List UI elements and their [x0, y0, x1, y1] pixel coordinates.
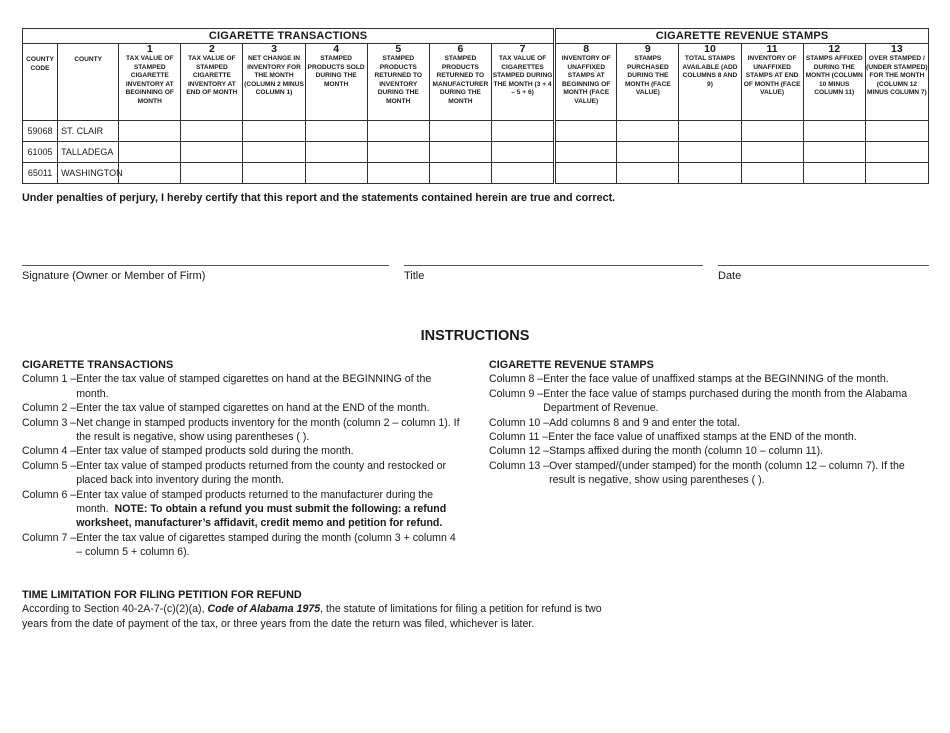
cigarette-report-table — [22, 28, 929, 184]
column-7-header — [491, 44, 554, 121]
time-limitation-text-start: According to Section 40-2A-7-(c)(2)(a), — [22, 603, 208, 616]
column-number: 7 — [519, 43, 526, 55]
entry-cell-col-3[interactable] — [243, 121, 305, 142]
section-header-stamps: CIGARETTE REVENUE STAMPS — [555, 29, 929, 44]
list-item — [22, 531, 462, 560]
column-number: 11 — [766, 43, 778, 55]
refund-note: NOTE: To obtain a refund you must submit the following: a refund worksheet, manufacturer’s affidavit, credit memo and petition for refund. — [76, 503, 447, 530]
time-limitation-section — [22, 588, 622, 631]
entry-cell-col-13[interactable] — [865, 142, 928, 163]
item-label: Column 12 – — [489, 445, 550, 458]
signature-label: Signature (Owner or Member of Firm) — [22, 270, 206, 282]
column-number: 6 — [457, 43, 464, 55]
entry-cell-col-11[interactable] — [741, 121, 803, 142]
column-description: TAX VALUE OF STAMPED CIGARETTE INVENTORY AT END OF MONTH — [186, 55, 238, 97]
entry-cell-col-8[interactable] — [555, 121, 617, 142]
item-label: Column 11 – — [489, 431, 549, 444]
item-text: Over stamped/(under stamped) for the month (column 12 – column 7). If the result is negative, show using parentheses ( ). — [549, 459, 905, 487]
column-description: NET CHANGE IN INVENTORY FOR THE MONTH (COLUMN 2 MINUS COLUMN 1) — [244, 55, 304, 97]
column-3-header — [243, 44, 305, 121]
column-description: TAX VALUE OF STAMPED CIGARETTE INVENTORY AT BEGINNING OF MONTH — [125, 55, 174, 105]
entry-cell-col-13[interactable] — [865, 163, 928, 184]
entry-cell-col-6[interactable] — [429, 142, 491, 163]
item-text: Net change in stamped products inventory for the month (column 2 – column 1). If the result is negative, show using parentheses ( ). — [76, 416, 460, 444]
stamps-instructions — [489, 358, 929, 488]
table-row — [23, 163, 929, 184]
entry-cell-col-5[interactable] — [367, 163, 429, 184]
item-text: Enter the tax value of stamped cigarettes on hand at the END of the month. — [76, 402, 430, 415]
column-5-header — [367, 44, 429, 121]
item-label: Column 6 – — [22, 488, 77, 501]
column-description: STAMPED PRODUCTS RETURNED TO MANUFACTURER DURING THE MONTH — [432, 55, 489, 105]
table-row — [23, 142, 929, 163]
list-item — [489, 387, 929, 416]
item-label: Column 5 – — [22, 459, 77, 472]
column-number: 1 — [146, 43, 153, 55]
column-description: INVENTORY OF UNAFFIXED STAMPS AT END OF MONTH (FACE VALUE) — [743, 55, 801, 97]
column-description: STAMPS PURCHASED DURING THE MONTH (FACE VALUE) — [624, 55, 671, 97]
item-text: Enter the tax value of stamped cigarettes on hand at the BEGINNING of the month. — [76, 373, 432, 400]
title-label: Title — [404, 270, 425, 282]
perjury-certification: Under penalties of perjury, I hereby certify that this report and the statements contained herein are true and correct. — [22, 192, 616, 204]
column-10-header — [679, 44, 741, 121]
column-1-header — [119, 44, 181, 121]
item-text-main: Enter tax value of stamped products returned to the manufacturer during the month. — [76, 488, 434, 516]
column-number: 4 — [333, 43, 340, 55]
column-description: STAMPED PRODUCTS RETURNED TO INVENTORY DURING THE MONTH — [374, 55, 422, 105]
list-item — [22, 488, 462, 531]
entry-cell-col-8[interactable] — [555, 163, 617, 184]
item-label: Column 4 – — [22, 445, 77, 458]
section-header-transactions: CIGARETTE TRANSACTIONS — [23, 29, 555, 44]
stamps-heading: CIGARETTE REVENUE STAMPS — [489, 359, 654, 371]
item-text: Stamps affixed during the month (column 10 – column 11). — [549, 445, 824, 458]
transactions-heading: CIGARETTE TRANSACTIONS — [22, 359, 174, 371]
column-description: TOTAL STAMPS AVAILABLE (ADD COLUMNS 8 AND 9) — [682, 55, 738, 88]
entry-cell-col-7[interactable] — [491, 163, 554, 184]
item-text: Enter the face value of unaffixed stamps at the END of the month. — [548, 431, 857, 444]
list-item — [22, 372, 462, 401]
column-6-header — [429, 44, 491, 121]
column-number: 3 — [271, 43, 277, 55]
column-13-header — [865, 44, 928, 121]
entry-cell-col-12[interactable] — [803, 142, 865, 163]
item-text — [76, 488, 462, 531]
column-number: 12 — [828, 43, 841, 55]
column-description: TAX VALUE OF CIGARETTES STAMPED DURING THE MONTH (3 + 4 – 5 + 6) — [492, 55, 553, 97]
column-4-header — [305, 44, 367, 121]
column-8-header — [555, 44, 617, 121]
entry-cell-col-9[interactable] — [617, 142, 679, 163]
item-label: Column 9 – — [489, 387, 544, 400]
item-label: Column 10 – — [489, 416, 550, 429]
list-item — [22, 401, 462, 415]
column-number: 13 — [891, 43, 903, 55]
column-description: STAMPS AFFIXED DURING THE MONTH (COLUMN 10 MINUS COLUMN 11) — [805, 55, 863, 97]
entry-cell-col-13[interactable] — [865, 121, 928, 142]
entry-cell-col-6[interactable] — [429, 163, 491, 184]
item-label: Column 13 – — [489, 459, 550, 472]
item-label: Column 1 – — [22, 373, 77, 386]
list-item — [489, 430, 929, 444]
entry-cell-col-4[interactable] — [305, 142, 367, 163]
date-label: Date — [718, 270, 742, 282]
entry-cell-col-12[interactable] — [803, 121, 865, 142]
column-description: OVER STAMPED / (UNDER STAMPED) FOR THE MONTH (COLUMN 12 MINUS COLUMN 7) — [866, 55, 928, 97]
county-header: COUNTY — [58, 44, 119, 121]
entry-cell-col-11[interactable] — [741, 163, 803, 184]
time-limitation-text — [22, 602, 622, 631]
entry-cell-col-7[interactable] — [491, 121, 554, 142]
item-text: Enter the tax value of cigarettes stamped during the month (column 3 + column 4 – column 5 + column 6). — [76, 531, 456, 559]
item-text: Enter the face value of unaffixed stamps at the BEGINNING of the month. — [543, 373, 889, 386]
item-text: Add columns 8 and 9 and enter the total. — [549, 416, 740, 429]
entry-cell-col-2[interactable] — [181, 121, 243, 142]
entry-cell-col-10[interactable] — [679, 142, 741, 163]
entry-cell-col-10[interactable] — [679, 163, 741, 184]
county-code-header: COUNTY CODE — [23, 44, 58, 121]
title-line[interactable] — [404, 265, 703, 266]
entry-cell-col-9[interactable] — [617, 121, 679, 142]
column-number: 9 — [644, 43, 651, 55]
entry-cell-col-5[interactable] — [367, 121, 429, 142]
entry-cell-col-1[interactable] — [119, 121, 181, 142]
entry-cell-col-8[interactable] — [555, 142, 617, 163]
county-name-cell: ST. CLAIR — [58, 121, 119, 142]
entry-cell-col-2[interactable] — [181, 163, 243, 184]
entry-cell-col-12[interactable] — [803, 163, 865, 184]
entry-cell-col-11[interactable] — [741, 142, 803, 163]
entry-cell-col-7[interactable] — [491, 142, 554, 163]
item-label: Column 2 – — [22, 402, 77, 415]
list-item — [22, 416, 462, 445]
signature-line[interactable] — [22, 265, 389, 266]
entry-cell-col-4[interactable] — [305, 163, 367, 184]
entry-cell-col-1[interactable] — [119, 142, 181, 163]
instructions-title: INSTRUCTIONS — [420, 328, 530, 344]
entry-cell-col-6[interactable] — [429, 121, 491, 142]
list-item — [489, 444, 929, 458]
list-item — [22, 459, 462, 488]
transactions-instructions — [22, 358, 462, 560]
column-12-header — [803, 44, 865, 121]
column-number: 8 — [583, 43, 590, 55]
code-of-alabama-reference: Code of Alabama 1975 — [207, 603, 321, 616]
column-description: STAMPED PRODUCTS SOLD DURING THE MONTH — [307, 55, 365, 88]
county-code-cell: 61005 — [23, 142, 58, 163]
item-text: Enter tax value of stamped products returned from the county and restocked or placed back into inventory during the month. — [76, 459, 446, 487]
county-code-cell: 59068 — [23, 121, 58, 142]
county-name-cell: TALLADEGA — [58, 142, 119, 163]
column-11-header — [741, 44, 803, 121]
item-label: Column 7 – — [22, 531, 77, 544]
entry-cell-col-2[interactable] — [181, 142, 243, 163]
entry-cell-col-9[interactable] — [617, 163, 679, 184]
item-text: Enter tax value of stamped products sold during the month. — [76, 445, 354, 458]
time-limitation-text-end: , the statute of limitations for filing a petition for refund is two years from the date of payment of the tax, or three years from the date the return was filed, whichever is later. — [22, 603, 602, 630]
entry-cell-col-5[interactable] — [367, 142, 429, 163]
entry-cell-col-3[interactable] — [243, 163, 305, 184]
county-name-cell: WASHINGTON — [58, 163, 119, 184]
column-number: 10 — [704, 43, 716, 55]
table-row — [23, 121, 929, 142]
county-code-cell: 65011 — [23, 163, 58, 184]
entry-cell-col-3[interactable] — [243, 142, 305, 163]
column-2-header — [181, 44, 243, 121]
entry-cell-col-4[interactable] — [305, 121, 367, 142]
time-limitation-heading: TIME LIMITATION FOR FILING PETITION FOR REFUND — [22, 589, 302, 601]
entry-cell-col-10[interactable] — [679, 121, 741, 142]
date-line[interactable] — [718, 265, 929, 266]
column-number: 2 — [208, 43, 215, 55]
item-text: Enter the face value of stamps purchased during the month from the Alabama Department of Revenue. — [543, 387, 908, 415]
list-item — [489, 372, 929, 386]
entry-cell-col-1[interactable] — [119, 163, 181, 184]
column-description: INVENTORY OF UNAFFIXED STAMPS AT BEGINNING OF MONTH (FACE VALUE) — [561, 55, 611, 105]
list-item — [489, 416, 929, 430]
item-label: Column 3 – — [22, 416, 77, 429]
column-9-header — [617, 44, 679, 121]
column-number: 5 — [395, 43, 402, 55]
list-item — [489, 459, 929, 488]
item-label: Column 8 – — [489, 373, 544, 386]
list-item — [22, 444, 462, 458]
